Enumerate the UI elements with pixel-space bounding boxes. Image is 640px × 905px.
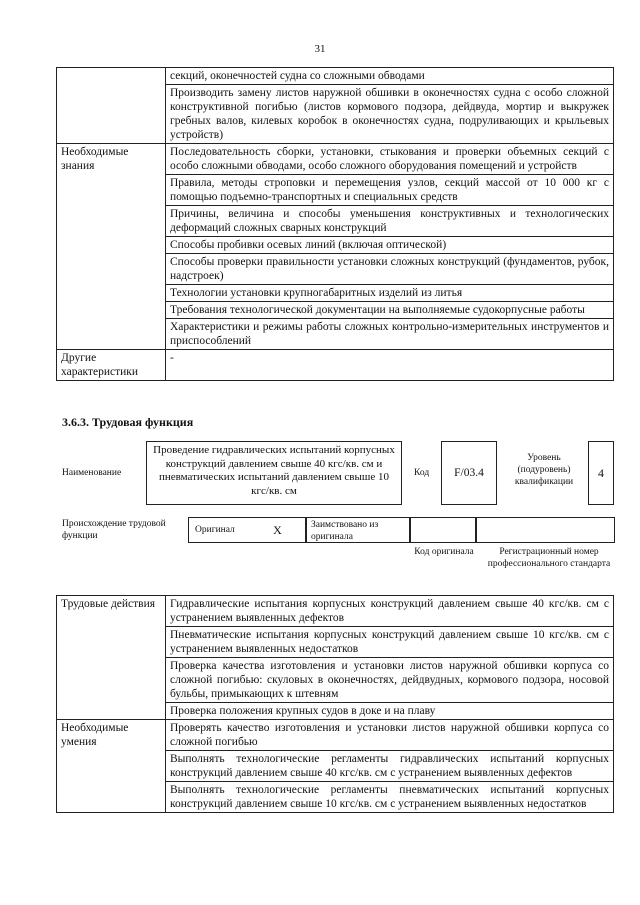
row-text: Правила, методы строповки и перемещения узлов, секций массой от 10 000 кг с помощью подъемно-транспортных и специальных средств	[166, 175, 614, 206]
reg-number-caption: Регистрационный номер профессионального стандарта	[487, 547, 611, 569]
row-text: -	[166, 350, 614, 381]
row-text: Технологии установки крупногабаритных изделий из литья	[166, 285, 614, 302]
origin-label: Происхождение трудовой функции	[62, 519, 166, 541]
row-text: Способы проверки правильности установки сложных конструкций (фундаментов, рубок, надстроек)	[166, 254, 614, 285]
row-category: Другие характеристики	[57, 350, 166, 381]
section-heading: 3.6.3. Трудовая функция	[62, 415, 194, 429]
actions-table	[56, 595, 614, 813]
table-row	[57, 720, 614, 751]
row-text: Гидравлические испытания корпусных конструкций давлением свыше 40 кгс/кв. см с устранением выявленных дефектов	[166, 596, 614, 627]
table-row	[57, 596, 614, 627]
level-label: Уровень (подуровень) квалификации	[514, 453, 574, 487]
code-original-cell	[410, 517, 476, 543]
borrowed-label: Заимствовано из оригинала	[311, 520, 379, 542]
origin-row	[188, 517, 615, 543]
row-category	[57, 68, 166, 144]
row-category: Необходимые знания	[57, 144, 166, 350]
original-mark-cell	[250, 517, 306, 543]
table-row	[57, 68, 614, 85]
row-text: Проверка положения крупных судов в доке и на плаву	[166, 703, 614, 720]
row-text: Проверка качества изготовления и установки листов наружной обшивки корпуса со сложной погибью: скуловых в оконечностях, дейдвудных, кормового подзора, носовой бульбы, примыкающих к штевням	[166, 658, 614, 703]
function-name-box: Проведение гидравлических испытаний корпусных конструкций давлением свыше 40 кгс/кв. см и пневматических испытаний давлением свыше 10 кгс/кв. см	[146, 441, 402, 505]
level-box: 4	[588, 441, 614, 505]
original-mark: X	[273, 523, 282, 537]
row-text: Пневматические испытания корпусных конструкций давлением свыше 10 кгс/кв. см с устранением выявленных недостатков	[166, 627, 614, 658]
requirements-table	[56, 67, 614, 381]
row-text: Выполнять технологические регламенты пневматических испытаний корпусных конструкций давлением свыше 10 кгс/кв. см с устранением выявленных недостатков	[166, 782, 614, 813]
table-row	[57, 144, 614, 175]
table-row	[57, 350, 614, 381]
borrowed-cell	[306, 517, 410, 543]
name-label: Наименование	[62, 468, 122, 478]
code-original-caption: Код оригинала	[414, 547, 474, 557]
page-number: 31	[314, 43, 326, 55]
row-text: секций, оконечностей судна со сложными обводами	[166, 68, 614, 85]
row-text: Выполнять технологические регламенты гидравлических испытаний корпусных конструкций давлением свыше 40 кгс/кв. см с устранением выявленных дефектов	[166, 751, 614, 782]
reg-number-cell	[476, 517, 615, 543]
row-text: Проверять качество изготовления и установки листов наружной обшивки корпуса со сложной погибью	[166, 720, 614, 751]
row-category: Трудовые действия	[57, 596, 166, 720]
code-label: Код	[414, 468, 430, 478]
row-text: Производить замену листов наружной обшивки в оконечностях судна с особо сложной конструктивной погибью (листов кормового подзора, дейдвуда, мортир и выкружек гребных валов, килевых коробок в оконечностях судна, подруливающих и крыльевых устройств)	[166, 85, 614, 144]
row-text: Последовательность сборки, установки, стыкования и проверки объемных секций с особо сложными обводами, особо сложного оборудования помещений и устройств	[166, 144, 614, 175]
row-text: Характеристики и режимы работы сложных контрольно-измерительных инструментов и приспособлений	[166, 319, 614, 350]
original-label: Оригинал	[195, 525, 235, 535]
row-text: Причины, величина и способы уменьшения конструктивных и технологических деформаций сложных сварных конструкций	[166, 206, 614, 237]
row-text: Требования технологической документации на выполняемые судокорпусные работы	[166, 302, 614, 319]
row-category: Необходимые умения	[57, 720, 166, 813]
function-code-box: F/03.4	[441, 441, 497, 505]
row-text: Способы пробивки осевых линий (включая оптической)	[166, 237, 614, 254]
original-cell	[188, 517, 250, 543]
